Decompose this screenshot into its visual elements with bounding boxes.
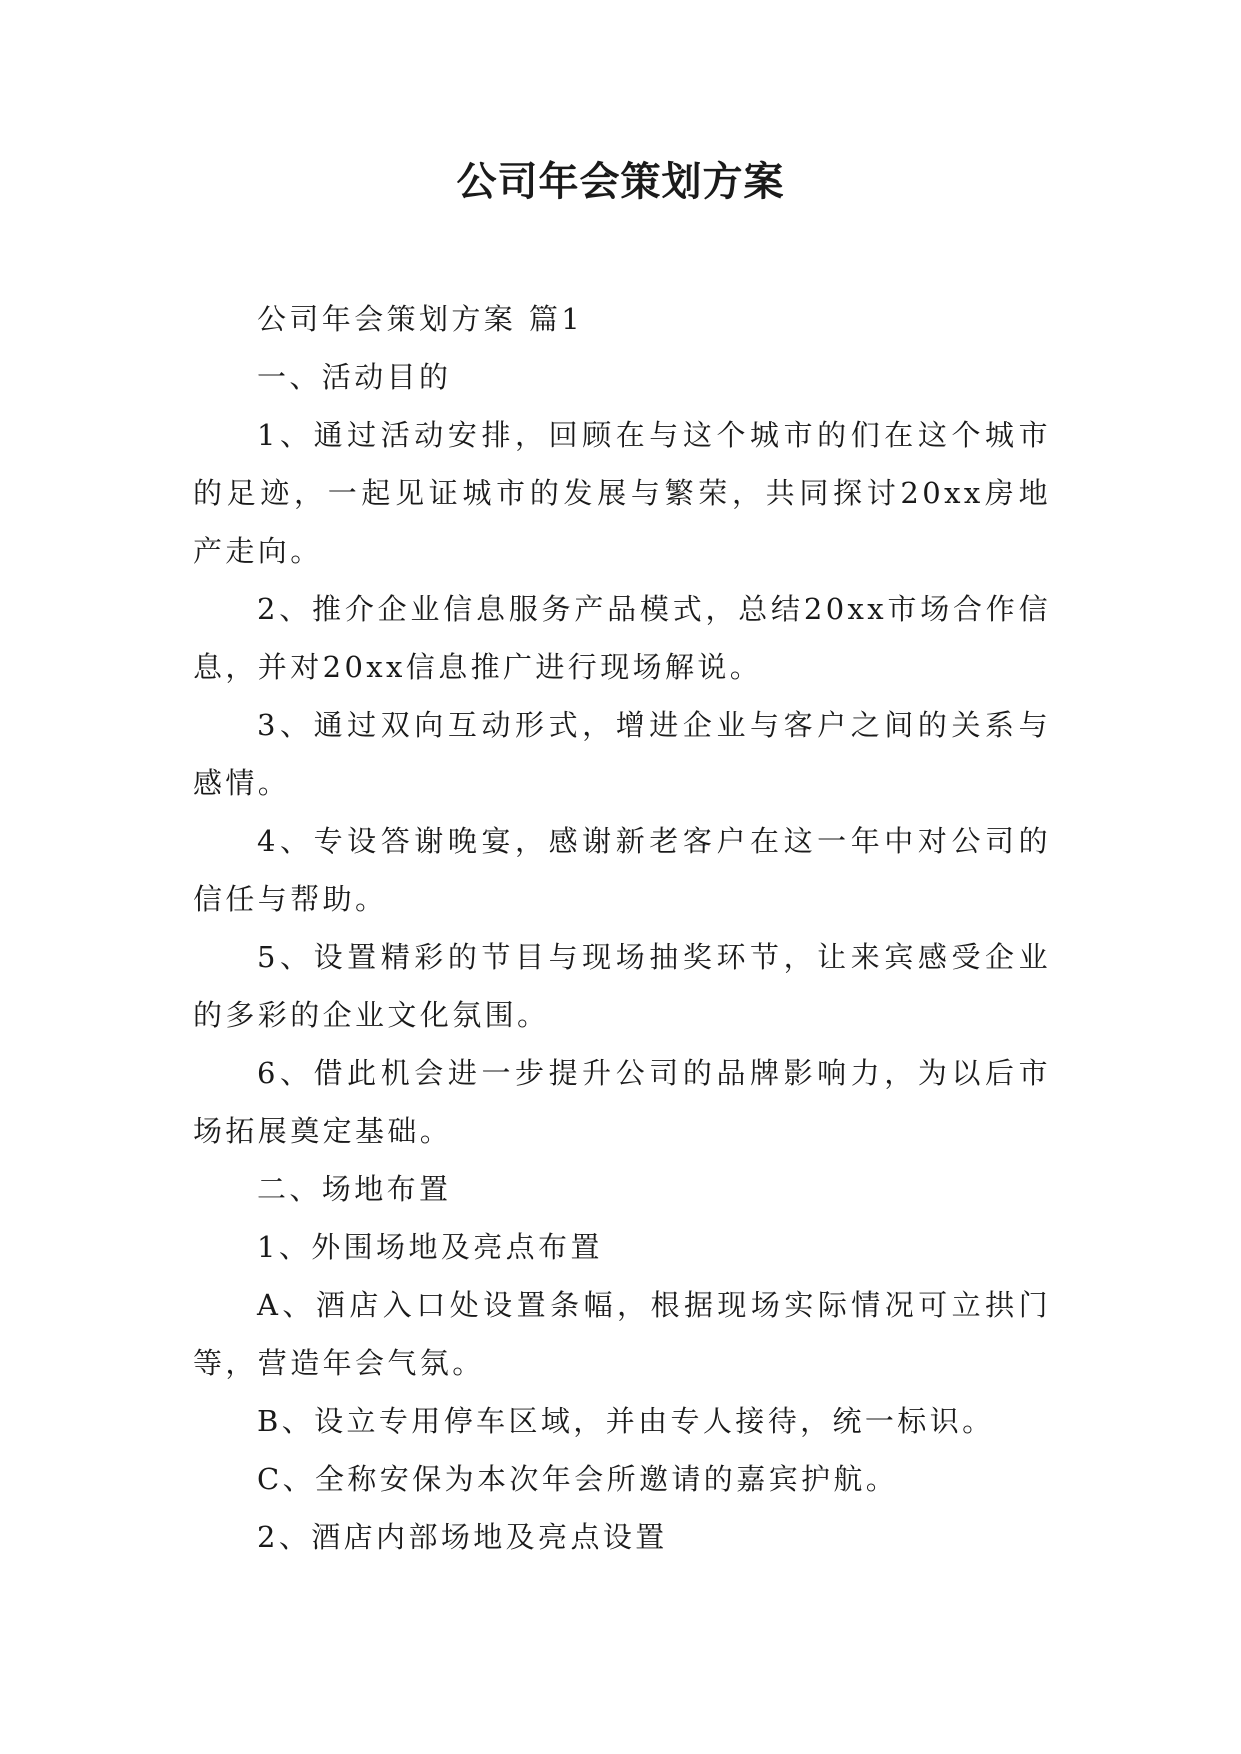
- paragraph-venue-item-c: C、全称安保为本次年会所邀请的嘉宾护航。: [257, 1462, 899, 1496]
- paragraph-purpose-item-4: 4、专设答谢晚宴，感谢新老客户在这一年中对公司的信任与帮助。: [193, 824, 1051, 916]
- paragraph-purpose-item-6: 6、借此机会进一步提升公司的品牌影响力，为以后市场拓展奠定基础。: [193, 1056, 1051, 1148]
- document-body: [193, 290, 1051, 1566]
- paragraph-purpose-item-1: 1、通过活动安排，回顾在与这个城市的们在这个城市的足迹，一起见证城市的发展与繁荣，共同探讨20xx房地产走向。: [193, 418, 1051, 568]
- paragraph-section-heading-article: 公司年会策划方案 篇1: [257, 302, 584, 336]
- paragraph-heading-venue-layout: 二、场地布置: [257, 1172, 452, 1206]
- document-title: 公司年会策划方案: [456, 159, 785, 205]
- paragraph-purpose-item-3: 3、通过双向互动形式，增进企业与客户之间的关系与感情。: [193, 708, 1051, 800]
- paragraph-purpose-item-2: 2、推介企业信息服务产品模式，总结20xx市场合作信息，并对20xx信息推广进行现场解说。: [193, 592, 1051, 684]
- paragraph-venue-subheading-1: 1、外围场地及亮点布置: [257, 1230, 603, 1264]
- paragraph-heading-activity-purpose: 一、活动目的: [257, 360, 452, 394]
- paragraph-venue-subheading-2: 2、酒店内部场地及亮点设置: [257, 1520, 668, 1554]
- paragraph-venue-item-b: B、设立专用停车区域，并由专人接待，统一标识。: [257, 1404, 995, 1438]
- paragraph-venue-item-a: A、酒店入口处设置条幅，根据现场实际情况可立拱门等，营造年会气氛。: [193, 1288, 1051, 1380]
- paragraph-purpose-item-5: 5、设置精彩的节目与现场抽奖环节，让来宾感受企业的多彩的企业文化氛围。: [193, 940, 1051, 1032]
